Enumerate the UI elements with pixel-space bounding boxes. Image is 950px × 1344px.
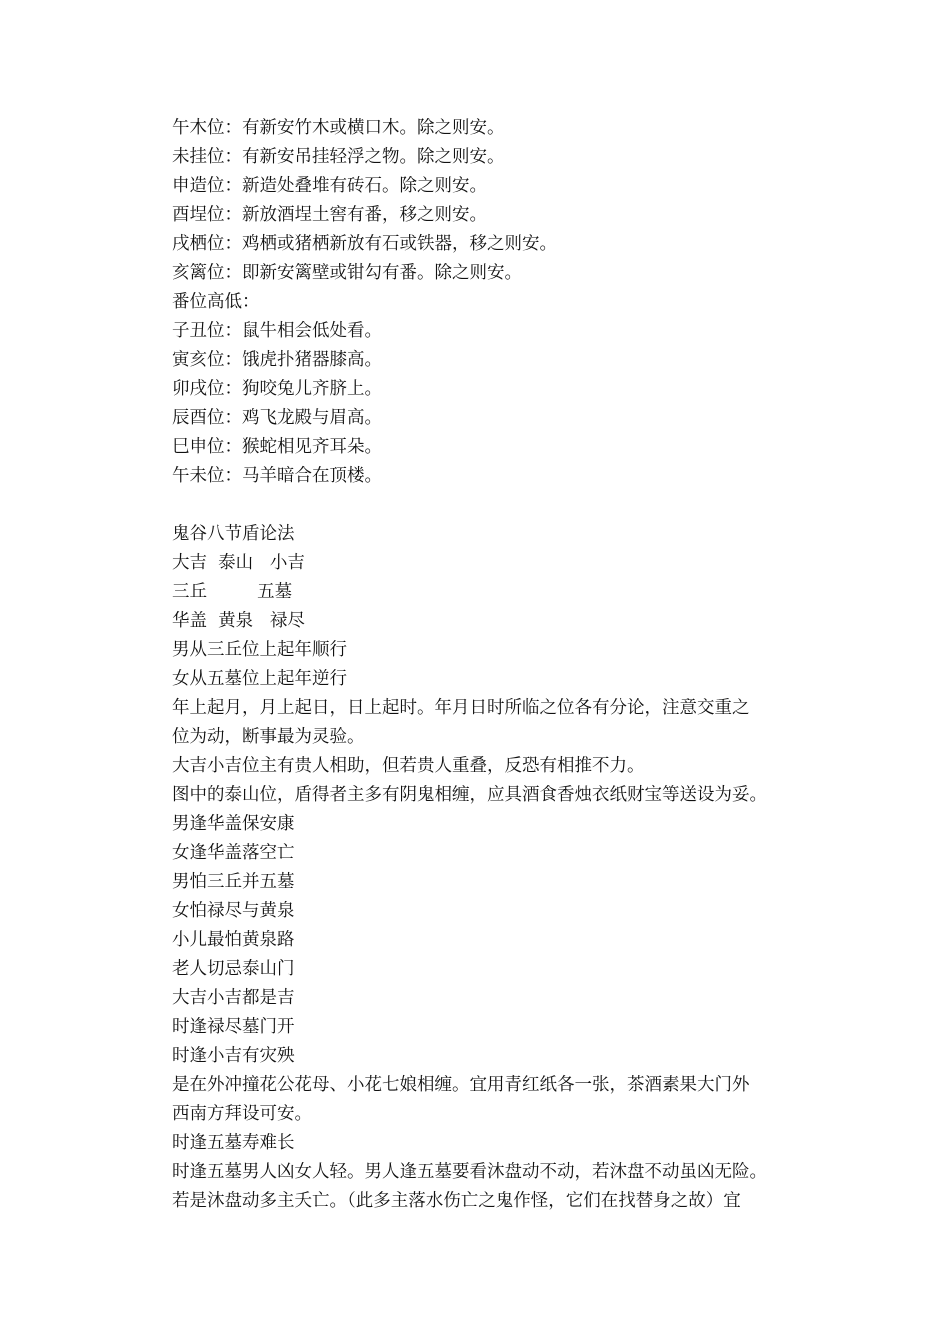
text-line: 寅亥位：饿虎扑猪器膝高。 (172, 350, 382, 370)
text-line: 年上起月，月上起日，日上起时。年月日时所临之位各有分论，注意交重之 (172, 698, 750, 718)
text-line: 是在外冲撞花公花母、小花七娘相缠。宜用青红纸各一张，茶酒素果大门外 (172, 1075, 750, 1095)
text-line: 华盖 黄泉 禄尽 (172, 611, 305, 631)
text-line: 男逢华盖保安康 (172, 814, 295, 834)
blank-line (172, 491, 822, 520)
text-line: 位为动，断事最为灵验。 (172, 727, 365, 747)
text-line: 亥篱位：即新安篱壁或钳勾有番。除之则安。 (172, 263, 522, 283)
text-line: 午未位：马羊暗合在顶楼。 (172, 466, 382, 486)
text-line: 卯戌位：狗咬兔儿齐脐上。 (172, 379, 382, 399)
text-line: 酉埕位：新放酒埕土窖有番，移之则安。 (172, 205, 487, 225)
text-line: 午木位：有新安竹木或横口木。除之则安。 (172, 118, 505, 138)
text-line: 时逢小吉有灾殃 (172, 1046, 295, 1066)
text-line: 时逢禄尽墓门开 (172, 1017, 295, 1037)
text-line: 大吉 泰山 小吉 (172, 553, 305, 573)
text-line: 老人切忌泰山门 (172, 959, 295, 979)
text-line: 巳申位：猴蛇相见齐耳朵。 (172, 437, 382, 457)
text-line: 图中的泰山位，盾得者主多有阴鬼相缠，应具酒食香烛衣纸财宝等送设为妥。 (172, 785, 767, 805)
text-line: 西南方拜设可安。 (172, 1104, 312, 1124)
text-line: 辰酉位：鸡飞龙殿与眉高。 (172, 408, 382, 428)
text-line: 若是沐盘动多主夭亡。（此多主落水伤亡之鬼作怪，它们在找替身之故）宜 (172, 1191, 741, 1211)
text-line: 女逢华盖落空亡 (172, 843, 295, 863)
text-line: 申造位：新造处叠堆有砖石。除之则安。 (172, 176, 487, 196)
section-heading: 鬼谷八节盾论法 (172, 524, 295, 544)
text-line: 女怕禄尽与黄泉 (172, 901, 295, 921)
document-body (172, 114, 822, 1216)
text-line: 戌栖位：鸡栖或猪栖新放有石或铁器，移之则安。 (172, 234, 557, 254)
text-line: 大吉小吉位主有贵人相助，但若贵人重叠，反恐有相推不力。 (172, 756, 645, 776)
text-line: 时逢五墓寿难长 (172, 1133, 295, 1153)
text-line: 男从三丘位上起年顺行 (172, 640, 347, 660)
text-line: 女从五墓位上起年逆行 (172, 669, 347, 689)
text-line: 三丘 五墓 (172, 582, 293, 602)
text-line: 小儿最怕黄泉路 (172, 930, 295, 950)
text-line: 时逢五墓男人凶女人轻。男人逢五墓要看沐盘动不动，若沐盘不动虽凶无险。 (172, 1162, 767, 1182)
text-line: 大吉小吉都是吉 (172, 988, 295, 1008)
text-line: 未挂位：有新安吊挂轻浮之物。除之则安。 (172, 147, 505, 167)
text-line: 男怕三丘并五墓 (172, 872, 295, 892)
text-line: 子丑位：鼠牛相会低处看。 (172, 321, 382, 341)
section-heading: 番位高低： (172, 292, 260, 312)
